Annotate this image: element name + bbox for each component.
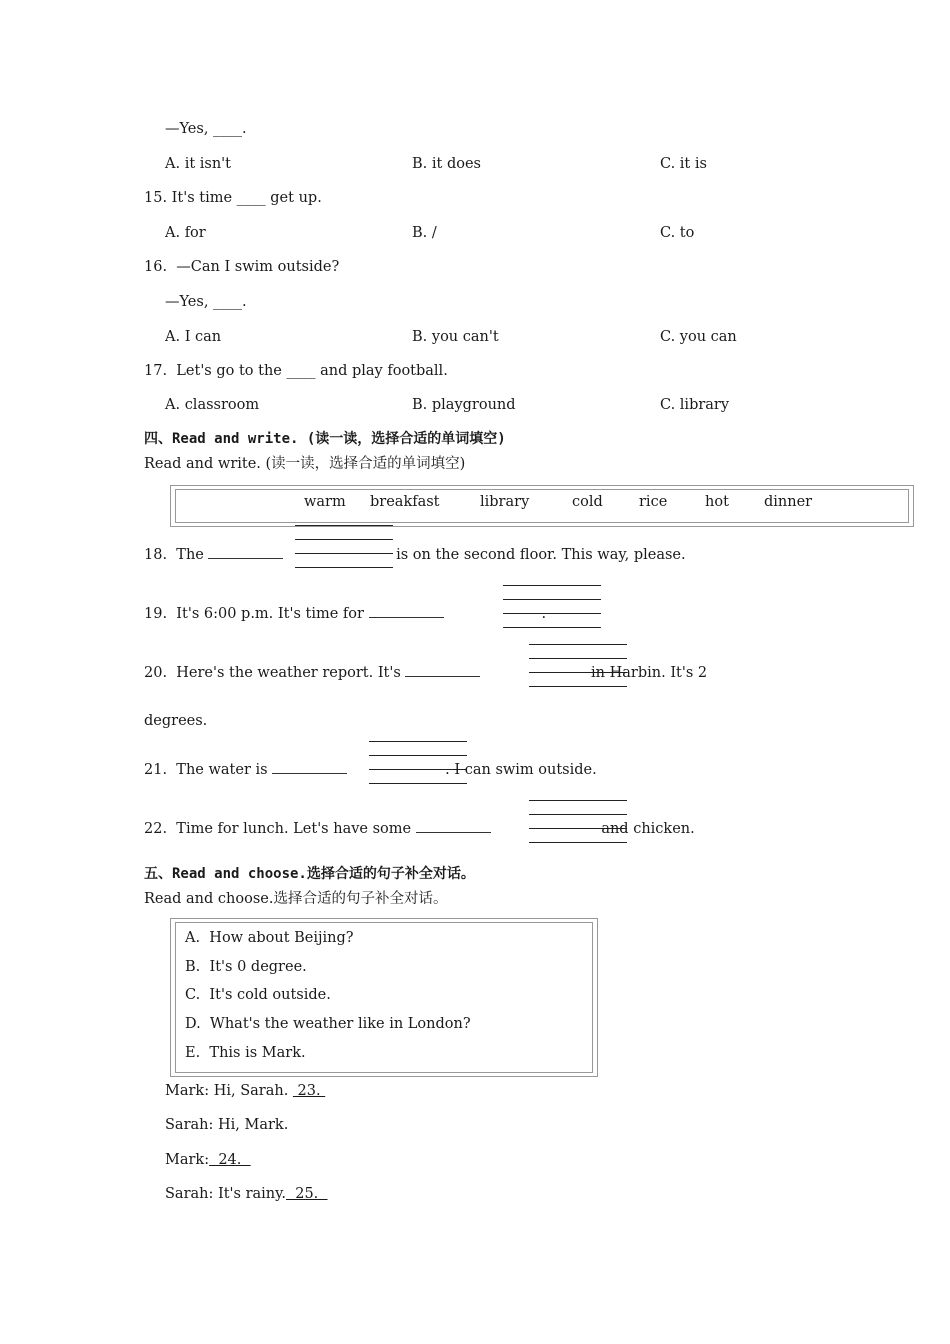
- section5-heading: 五、Read and choose.选择合适的句子补全对话。: [144, 866, 475, 882]
- word-bank-cold: cold: [572, 494, 603, 510]
- q19-before: 19. It's 6:00 p.m. It's time for: [144, 606, 369, 622]
- q15-question: 15. It's time ____ get up.: [144, 190, 322, 206]
- q16-option-a: A. I can: [165, 329, 222, 345]
- blank-23[interactable]: 23.: [292, 1083, 326, 1099]
- dialogue-4-speaker: Sarah: It's rainy.: [165, 1186, 287, 1202]
- dialogue-1-speaker: Mark: Hi, Sarah.: [165, 1083, 293, 1099]
- q14-option-a: A. it isn't: [165, 156, 231, 172]
- q14-option-b: B. it does: [412, 156, 481, 172]
- q15-option-a: A. for: [165, 225, 206, 241]
- word-bank-breakfast: breakfast: [370, 494, 440, 510]
- q21-before: 21. The water is: [144, 762, 273, 778]
- blank-25[interactable]: 25.: [286, 1186, 328, 1202]
- q18-after: is on the second floor. This way, please.: [391, 547, 686, 563]
- q20-before: 20. Here's the weather report. It's: [144, 665, 406, 681]
- q20-after: in Harbin. It's 2: [586, 665, 708, 681]
- word-bank-library: library: [480, 494, 530, 510]
- q16-option-b: B. you can't: [412, 329, 499, 345]
- q14-answer-prompt: —Yes, ____.: [165, 121, 247, 137]
- q18-before: 18. The: [144, 547, 209, 563]
- dialogue-line-1: [165, 1082, 325, 1100]
- q16-question: 16. —Can I swim outside?: [144, 259, 340, 275]
- q22-after: and chicken.: [596, 821, 695, 837]
- q20-line: [144, 662, 707, 682]
- q19-line: [144, 603, 546, 623]
- q17-option-b: B. playground: [412, 397, 516, 413]
- q17-option-a: A. classroom: [165, 397, 260, 413]
- q22-line: [144, 818, 695, 838]
- q21-after: . I can swim outside.: [445, 762, 597, 778]
- q22-before: 22. Time for lunch. Let's have some: [144, 821, 416, 837]
- dialogue-line-3: [165, 1151, 251, 1169]
- q19-after: .: [541, 606, 547, 622]
- q20-blank[interactable]: [405, 662, 480, 677]
- section5-subheading: Read and choose.选择合适的句子补全对话。: [144, 891, 448, 907]
- q16-option-c: C. you can: [660, 329, 737, 345]
- dialogue-line-2: [165, 1116, 288, 1134]
- dialogue-3-speaker: Mark:: [165, 1152, 210, 1168]
- word-bank-hot: hot: [705, 494, 729, 510]
- q21-line: [144, 759, 597, 779]
- q20-continued: degrees.: [144, 713, 208, 729]
- choice-c: C. It's cold outside.: [185, 987, 331, 1003]
- blank-24[interactable]: 24.: [209, 1152, 251, 1168]
- word-bank-warm: warm: [304, 494, 346, 510]
- q15-option-b: B. /: [412, 225, 437, 241]
- choice-a: A. How about Beijing?: [185, 930, 354, 946]
- q17-question: 17. Let's go to the ____ and play football.: [144, 363, 448, 379]
- choice-d: D. What's the weather like in London?: [185, 1016, 471, 1032]
- q18-blank[interactable]: [208, 544, 283, 559]
- q21-blank[interactable]: [272, 759, 347, 774]
- choice-b: B. It's 0 degree.: [185, 959, 307, 975]
- q22-blank[interactable]: [416, 818, 491, 833]
- q16-answer-prompt: —Yes, ____.: [165, 294, 247, 310]
- word-bank-rice: rice: [639, 494, 668, 510]
- q19-blank[interactable]: [369, 603, 444, 618]
- section4-heading: 四、Read and write. (读一读，选择合适的单词填空): [144, 431, 506, 447]
- word-bank-dinner: dinner: [764, 494, 813, 510]
- choice-e: E. This is Mark.: [185, 1045, 306, 1061]
- dialogue-line-4: [165, 1185, 328, 1203]
- q18-line: [144, 544, 686, 564]
- dialogue-2-speaker: Sarah: Hi, Mark.: [165, 1117, 289, 1133]
- section4-subheading: Read and write. (读一读，选择合适的单词填空): [144, 456, 466, 472]
- q14-option-c: C. it is: [660, 156, 707, 172]
- q17-option-c: C. library: [660, 397, 730, 413]
- q15-option-c: C. to: [660, 225, 695, 241]
